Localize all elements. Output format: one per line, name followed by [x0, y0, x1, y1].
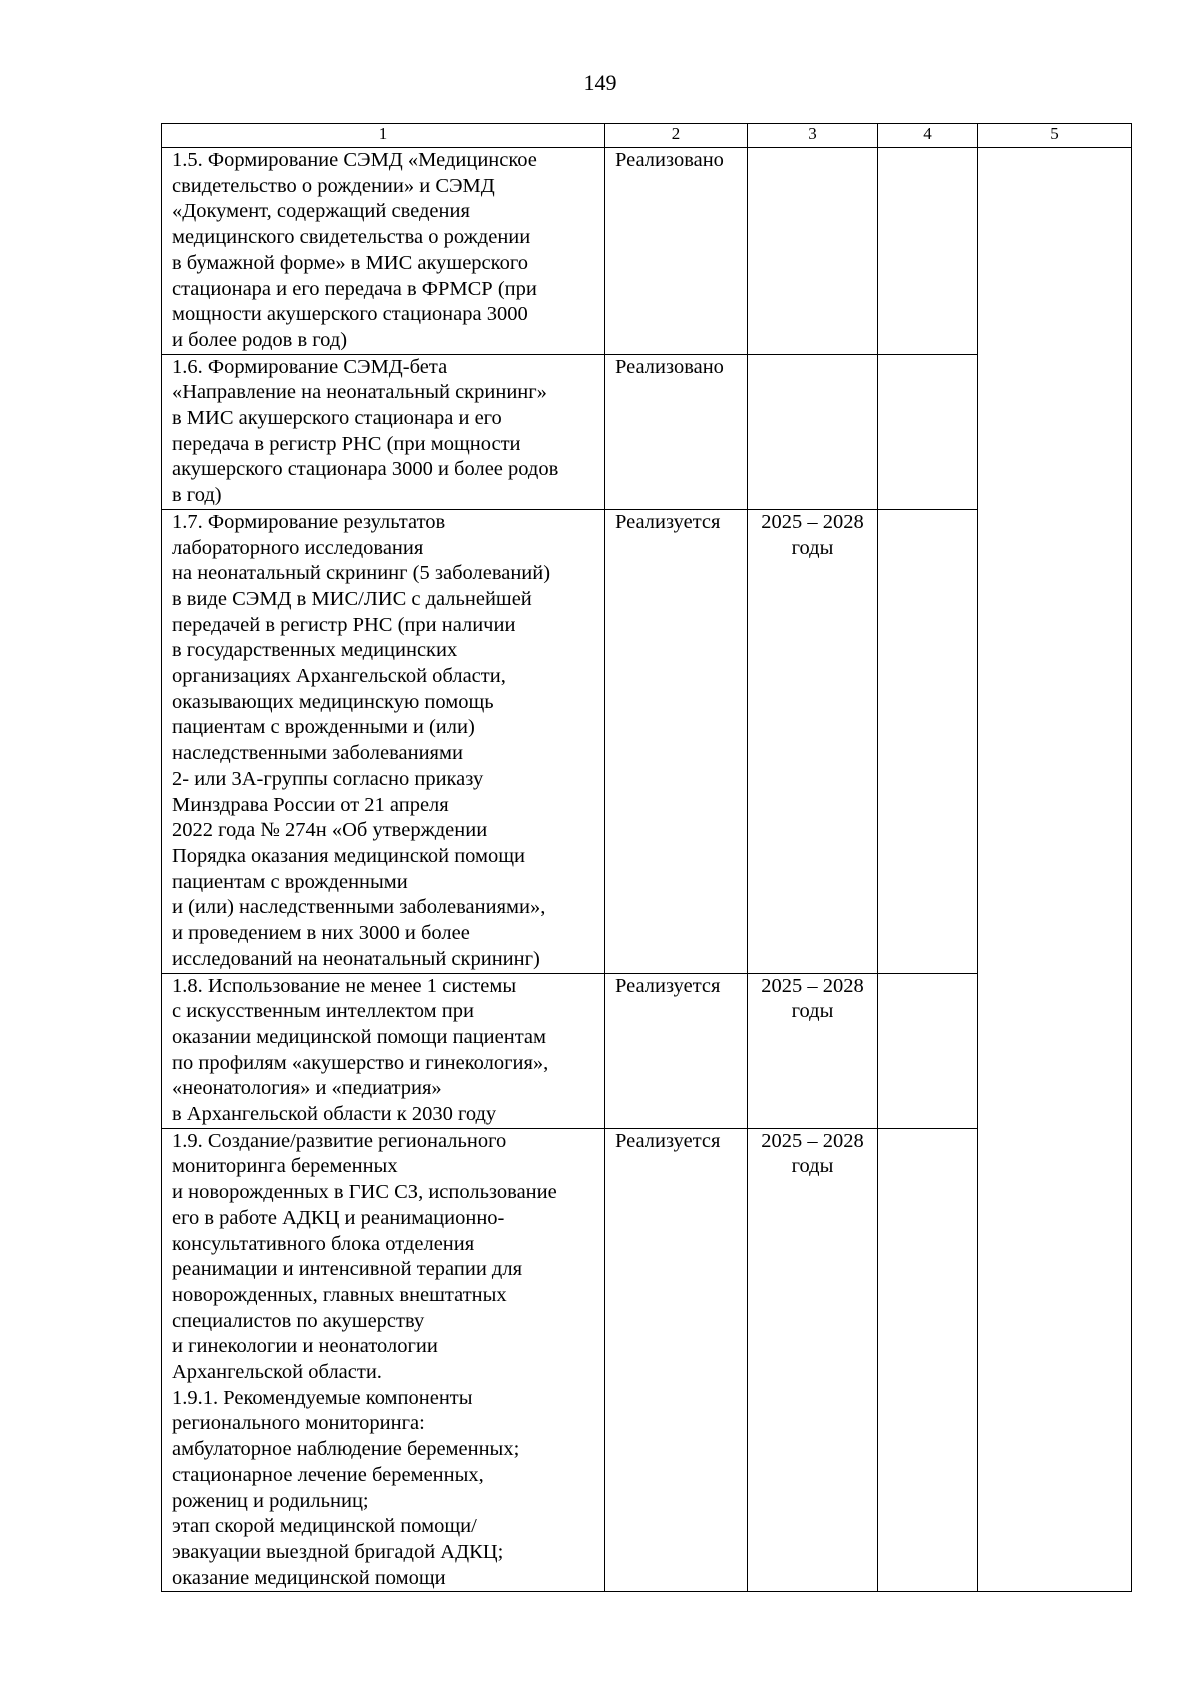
- column-5-cell: [978, 148, 1132, 1592]
- text-line: реанимации и интенсивной терапии для: [172, 1258, 523, 1281]
- text-line: пациентам с врожденными и (или): [172, 716, 475, 739]
- status-cell: Реализуется: [605, 509, 748, 973]
- period-unit: годы: [791, 536, 834, 559]
- column-header-5: 5: [978, 124, 1132, 148]
- text-line: 1.9.1. Рекомендуемые компоненты: [172, 1386, 473, 1409]
- text-line: в государственных медицинских: [172, 639, 458, 662]
- text-line: организациях Архангельской области,: [172, 665, 506, 688]
- text-line: рожениц и родильниц;: [172, 1489, 369, 1512]
- period-unit: годы: [791, 1155, 834, 1178]
- text-line: Минздрава России от 21 апреля: [172, 793, 449, 816]
- status-cell: Реализовано: [605, 354, 748, 509]
- text-line: регионального мониторинга:: [172, 1412, 425, 1435]
- period-unit: годы: [791, 1000, 834, 1023]
- column-header-1: 1: [162, 124, 605, 148]
- text-line: его в работе АДКЦ и реанимационно-: [172, 1206, 505, 1229]
- text-line: оказание медицинской помощи: [172, 1566, 446, 1589]
- text-line: с искусственным интеллектом при: [172, 1000, 474, 1023]
- column-header-2: 2: [605, 124, 748, 148]
- text-line: оказании медицинской помощи пациентам: [172, 1025, 547, 1048]
- column-4-cell: [878, 973, 978, 1128]
- text-line: в год): [172, 484, 222, 507]
- text-line: наследственными заболеваниями: [172, 742, 463, 765]
- text-line: мониторинга беременных: [172, 1155, 398, 1178]
- text-line: консультативного блока отделения: [172, 1232, 475, 1255]
- column-header-3: 3: [748, 124, 878, 148]
- text-line: лабораторного исследования: [172, 536, 424, 559]
- column-4-cell: [878, 148, 978, 355]
- text-line: специалистов по акушерству: [172, 1309, 425, 1332]
- measure-cell: [162, 148, 605, 355]
- text-line: исследований на неонатальный скрининг): [172, 947, 540, 970]
- text-line: мощности акушерского стационара 3000: [172, 303, 528, 326]
- status-cell: Реализуется: [605, 1128, 748, 1592]
- period-cell: [748, 354, 878, 509]
- period-years: 2025 – 2028: [761, 1129, 864, 1152]
- text-line: и (или) наследственными заболеваниями»,: [172, 896, 546, 919]
- text-line: стационара и его передача в ФРМСР (при: [172, 277, 537, 300]
- period-cell: [748, 973, 878, 1128]
- text-line: стационарное лечение беременных,: [172, 1463, 484, 1486]
- page-number: 149: [583, 70, 617, 95]
- period-years: 2025 – 2028: [761, 974, 864, 997]
- text-line: «Документ, содержащий сведения: [172, 200, 470, 223]
- text-line: и более родов в год): [172, 328, 348, 351]
- text-line: по профилям «акушерство и гинекология»,: [172, 1051, 549, 1074]
- text-line: в бумажной форме» в МИС акушерского: [172, 251, 528, 274]
- measure-cell: [162, 354, 605, 509]
- text-line: 1.9. Создание/развитие регионального: [172, 1129, 507, 1152]
- text-line: Архангельской области.: [172, 1361, 382, 1384]
- text-line: новорожденных, главных внештатных: [172, 1283, 507, 1306]
- period-years: 2025 – 2028: [761, 510, 864, 533]
- status-cell: Реализуется: [605, 973, 748, 1128]
- period-cell: [748, 148, 878, 355]
- text-line: на неонатальный скрининг (5 заболеваний): [172, 562, 551, 585]
- text-line: акушерского стационара 3000 и более родов: [172, 458, 559, 481]
- text-line: передачей в регистр РНС (при наличии: [172, 613, 516, 636]
- text-line: 2022 года № 274н «Об утверждении: [172, 819, 488, 842]
- text-line: Порядка оказания медицинской помощи: [172, 844, 526, 867]
- column-4-cell: [878, 354, 978, 509]
- text-line: 1.7. Формирование результатов: [172, 510, 446, 533]
- text-line: 1.6. Формирование СЭМД-бета: [172, 355, 448, 378]
- text-line: оказывающих медицинскую помощь: [172, 690, 494, 713]
- text-line: 1.5. Формирование СЭМД «Медицинское: [172, 149, 537, 171]
- text-line: в Архангельской области к 2030 году: [172, 1103, 497, 1126]
- text-line: «Направление на неонатальный скрининг»: [172, 381, 547, 404]
- plan-table: [161, 123, 1132, 1592]
- text-line: амбулаторное наблюдение беременных;: [172, 1438, 520, 1461]
- table-row: [162, 148, 1132, 355]
- column-4-cell: [878, 1128, 978, 1592]
- measure-cell: [162, 1128, 605, 1592]
- text-line: 1.8. Использование не менее 1 системы: [172, 974, 517, 997]
- text-line: свидетельство о рождении» и СЭМД: [172, 174, 495, 197]
- text-line: передача в регистр РНС (при мощности: [172, 432, 521, 455]
- text-line: «неонатология» и «педиатрия»: [172, 1077, 442, 1100]
- measure-cell: [162, 509, 605, 973]
- text-line: 2- или 3А-группы согласно приказу: [172, 767, 484, 790]
- measure-cell: [162, 973, 605, 1128]
- text-line: пациентам с врожденными: [172, 870, 408, 893]
- text-line: и гинекологии и неонатологии: [172, 1335, 438, 1358]
- table-header-row: [162, 124, 1132, 148]
- text-line: этап скорой медицинской помощи/: [172, 1515, 477, 1538]
- column-header-4: 4: [878, 124, 978, 148]
- text-line: эвакуации выездной бригадой АДКЦ;: [172, 1540, 504, 1563]
- text-line: и новорожденных в ГИС СЗ, использование: [172, 1181, 557, 1204]
- column-4-cell: [878, 509, 978, 973]
- period-cell: [748, 509, 878, 973]
- text-line: в МИС акушерского стационара и его: [172, 407, 502, 430]
- status-cell: Реализовано: [605, 148, 748, 355]
- text-line: и проведением в них 3000 и более: [172, 922, 470, 945]
- text-line: в виде СЭМД в МИС/ЛИС с дальнейшей: [172, 587, 532, 610]
- text-line: медицинского свидетельства о рождении: [172, 226, 531, 249]
- period-cell: [748, 1128, 878, 1592]
